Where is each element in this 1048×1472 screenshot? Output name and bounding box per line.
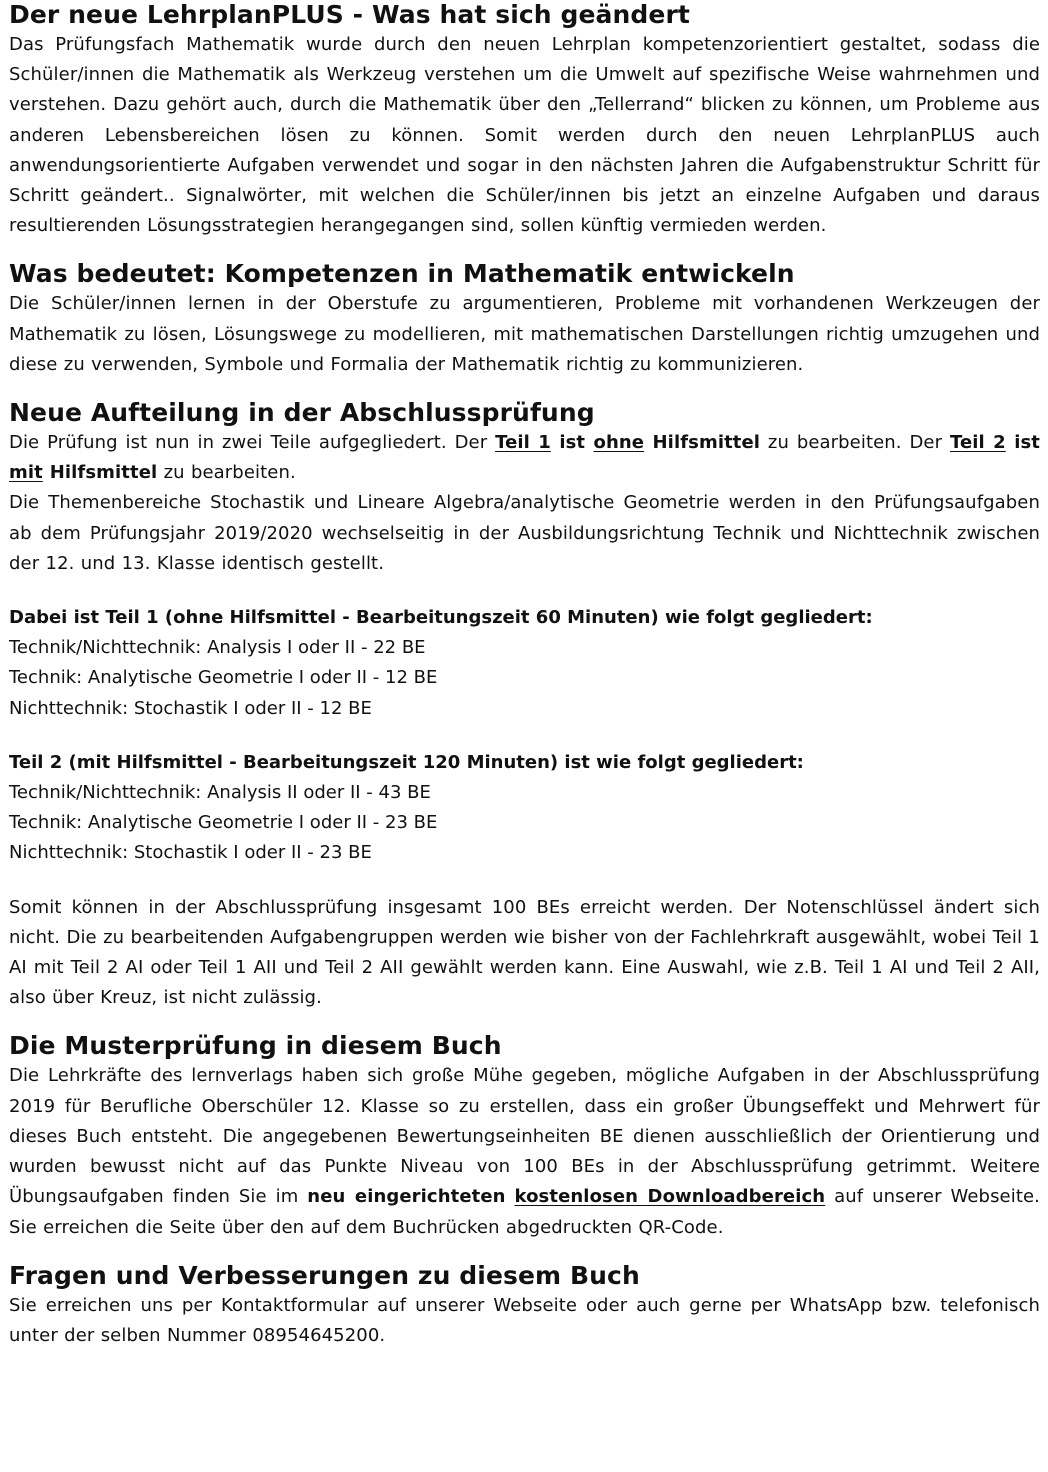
- paragraph-fragen: Sie erreichen uns per Kontaktformular auf unserer Webseite oder auch gerne per WhatsApp bzw. telefonisch unter der selben Nummer 08954645200.: [9, 1294, 1040, 1346]
- section-title-kompetenzen: Was bedeutet: Kompetenzen in Mathematik entwickeln: [9, 259, 795, 289]
- teil2-line: Nichttechnik: Stochastik I oder II - 23 BE: [9, 842, 372, 864]
- spacer: [9, 869, 1040, 893]
- teil2-line: Technik/Nichttechnik: Analysis II oder II - 43 BE: [9, 782, 431, 804]
- paragraph-kompetenzen: Die Schüler/innen lernen in der Oberstufe zu argumentieren, Probleme mit vorhandenen Werkzeugen der Mathematik zu lösen, Lösungswege zu modellieren, mit mathematischen Darstellungen richtig umzugehen und diese zu verwenden, Symbole und Formalia der Mathematik richtig zu kommunizieren.: [9, 293, 1040, 375]
- teil2-heading: Teil 2 (mit Hilfsmittel - Bearbeitungszeit 120 Minuten) ist wie folgt gegliedert:: [9, 751, 804, 773]
- section-title-aufteilung: Neue Aufteilung in der Abschlussprüfung: [9, 398, 595, 428]
- spacer: [9, 380, 1040, 398]
- emphasis-neu-eingerichtet: neu eingerichteten: [307, 1186, 506, 1208]
- text-run: ist: [1005, 432, 1040, 454]
- paragraph-themenbereiche: Die Themenbereiche Stochastik und Lineare Algebra/analytische Geometrie werden in den Prüfungsaufgaben ab dem Prüfungsjahr 2019/2020 wechselseitig in der Ausbildungsrichtung Technik und Nichttechnik zwischen der 12. und 13. Klasse identisch gestellt.: [9, 492, 1040, 574]
- paragraph-lehrplanplus: Das Prüfungsfach Mathematik wurde durch den neuen Lehrplan kompetenzorientiert gestaltet, sodass die Schüler/innen die Mathematik als Werkzeug verstehen um die Umwelt auf spezifische Weise wahrnehmen und verstehen. Dazu gehört auch, durch die Mathematik über den „Tellerrand“ blicken zu können, um Probleme aus anderen Lebensbereichen lösen zu können. Somit werden durch den neuen LehrplanPLUS auch anwendungsorientierte Aufgaben verwendet und sogar in den nächsten Jahren die Aufgabenstruktur Schritt für Schritt geändert.. Signalwörter, mit welchen die Schüler/innen bis jetzt an einzelne Aufgaben und daraus resultierenden Lösungsstrategien herangegangen sind, sollen künftig vermieden werden.: [9, 34, 1040, 237]
- emphasis-ohne: ohne: [593, 432, 645, 454]
- text-run: zu bearbeiten. Der: [760, 432, 950, 454]
- section-title-musterpruefung: Die Musterprüfung in diesem Buch: [9, 1031, 502, 1061]
- download-area-link[interactable]: kostenlosen Downloadbereich: [514, 1186, 826, 1208]
- text-run: zu bearbeiten.: [157, 462, 296, 484]
- teil1-line: Technik: Analytische Geometrie I oder II - 12 BE: [9, 667, 438, 689]
- paragraph-aufteilung-intro: [9, 428, 1040, 488]
- spacer: [9, 1013, 1040, 1031]
- emphasis-mit: mit: [9, 462, 43, 484]
- teil1-line: Technik/Nichttechnik: Analysis I oder II - 22 BE: [9, 637, 426, 659]
- spacer: [9, 1243, 1040, 1261]
- emphasis-hilfsmittel: Hilfsmittel: [42, 462, 158, 484]
- text-run: ist: [550, 432, 594, 454]
- section-title-lehrplanplus: Der neue LehrplanPLUS - Was hat sich geändert: [9, 0, 690, 29]
- teil1-heading: Dabei ist Teil 1 (ohne Hilfsmittel - Bearbeitungszeit 60 Minuten) wie folgt gegliedert:: [9, 607, 873, 629]
- spacer: [9, 579, 1040, 603]
- paragraph-musterpruefung: [9, 1061, 1040, 1242]
- text-run: Die Lehrkräfte des lernverlags haben sich große Mühe gegeben, mögliche Aufgaben in der Abschlussprüfung 2019 für Berufliche Oberschüler 12. Klasse so zu erstellen, dass ein großer Übungseffekt und Mehrwert für dieses Buch entsteht. Die angegebenen Bewertungseinheiten BE dienen ausschließlich der Orientierung und wurden bewusst nicht auf das Punkte Niveau von 100 BEs in der Abschlussprüfung getrimmt. Weitere Übungsaufgaben finden Sie im: [9, 1065, 1040, 1208]
- text-run: [506, 1186, 515, 1207]
- section-title-fragen: Fragen und Verbesserungen zu diesem Buch: [9, 1260, 640, 1290]
- text-run: Die Prüfung ist nun in zwei Teile aufgegliedert. Der: [9, 432, 496, 454]
- teil2-line: Technik: Analytische Geometrie I oder II - 23 BE: [9, 812, 438, 834]
- paragraph-gesamtpunkte: Somit können in der Abschlussprüfung insgesamt 100 BEs erreicht werden. Der Notenschlüssel ändert sich nicht. Die zu bearbeitenden Aufgabengruppen werden wie bisher von der Fachlehrkraft ausgewählt, wobei Teil 1 AI mit Teil 2 AI oder Teil 1 AII und Teil 2 AII gewählt werden kann. Eine Auswahl, wie z.B. Teil 1 AI und Teil 2 AII, also über Kreuz, ist nicht zulässig.: [9, 896, 1040, 1009]
- text-run: auf unserer Webseite. Sie erreichen die Seite über den auf dem Buchrücken abgedruckten QR-Code.: [9, 1186, 1040, 1238]
- emphasis-teil2: Teil 2: [949, 432, 1006, 454]
- emphasis-hilfsmittel: Hilfsmittel: [644, 432, 761, 454]
- teil1-line: Nichttechnik: Stochastik I oder II - 12 BE: [9, 697, 372, 719]
- spacer: [9, 241, 1040, 259]
- spacer: [9, 724, 1040, 748]
- emphasis-teil1: Teil 1: [495, 432, 551, 454]
